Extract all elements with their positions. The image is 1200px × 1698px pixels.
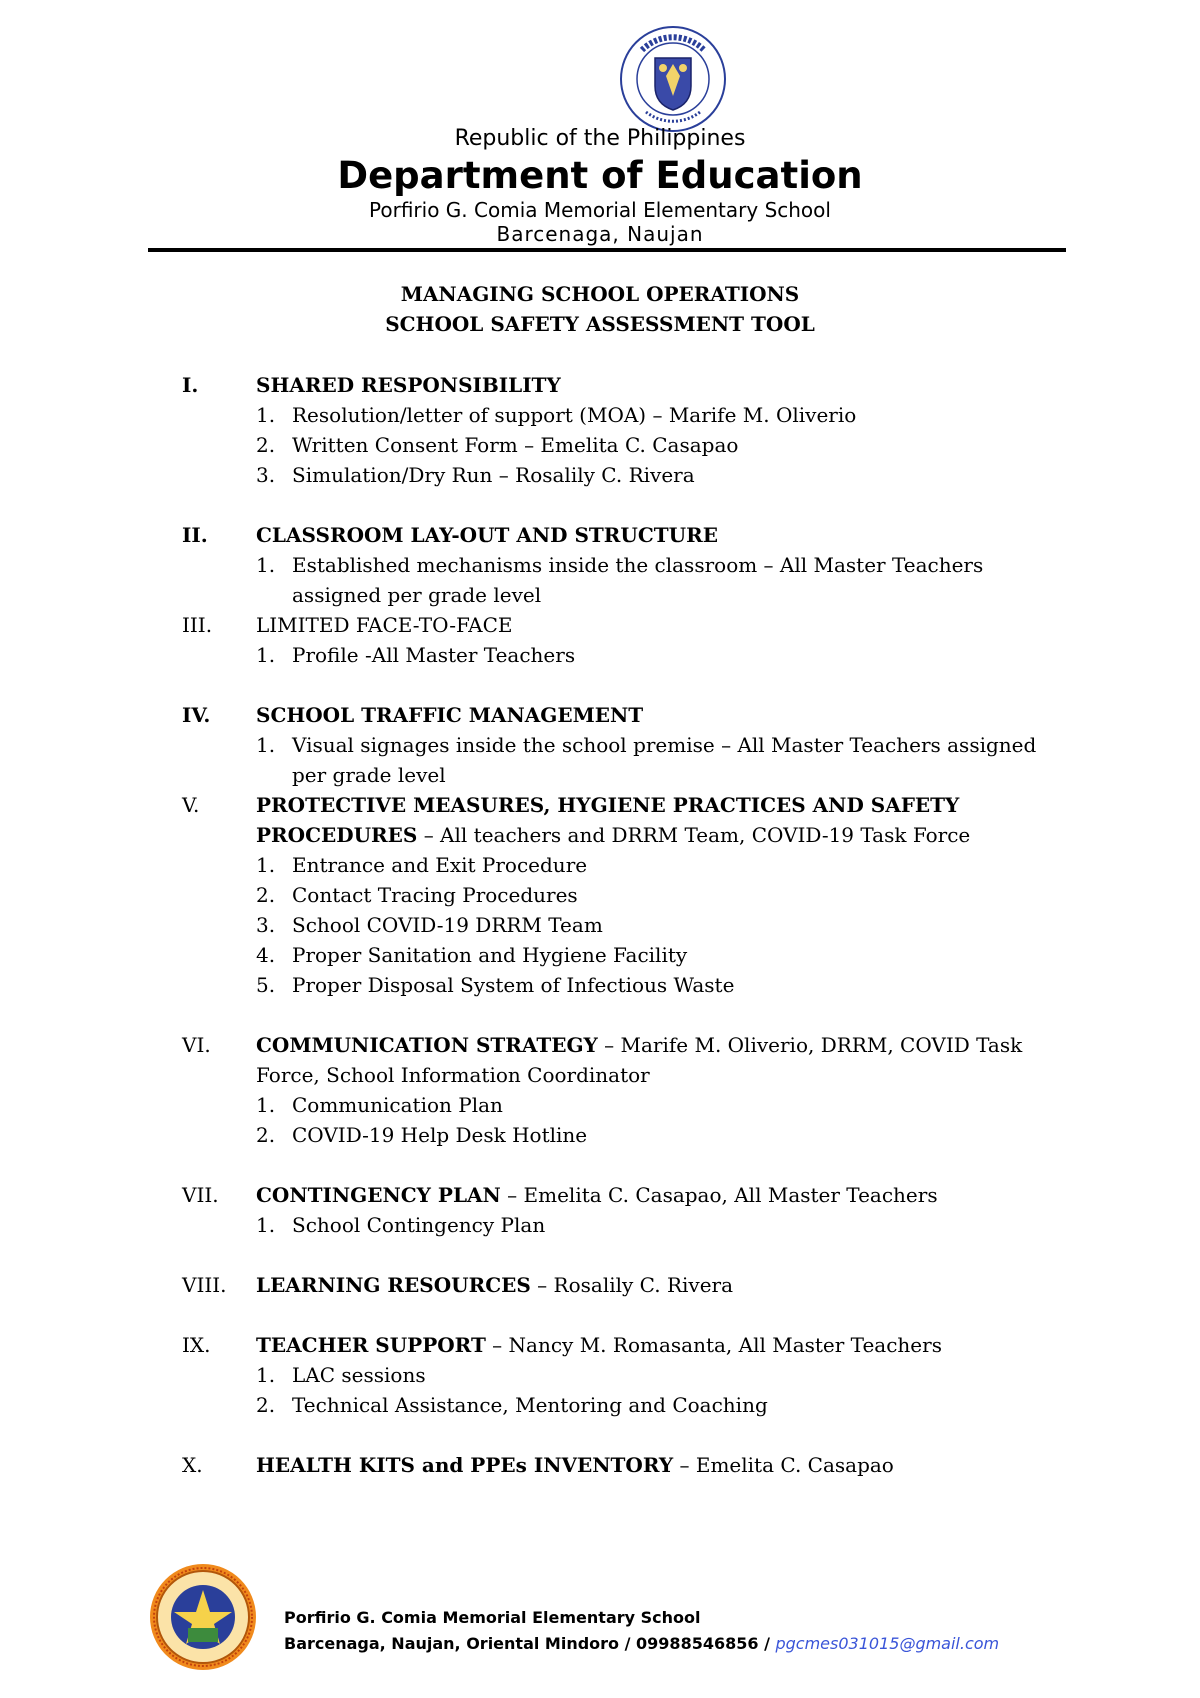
section-number: VII. [182,1183,219,1207]
section-heading [256,1450,894,1480]
footer-address-phone: Barcenaga, Naujan, Oriental Mindoro / 09988546856 / [284,1634,770,1653]
list-number: 3. [256,913,276,937]
footer-school-name: Porfirio G. Comia Memorial Elementary School [284,1608,701,1627]
list-item: Simulation/Dry Run – Rosalily C. Rivera [292,463,695,487]
section-title: TEACHER SUPPORT [256,1333,486,1357]
list-number: 1. [256,553,276,577]
footer-email-link[interactable]: pgcmes031015@gmail.com [775,1634,1000,1653]
section-number: VI. [182,1033,211,1057]
list-number: 1. [256,733,276,757]
list-number: 1. [256,643,276,667]
list-item: Communication Plan [292,1093,503,1117]
list-item: Technical Assistance, Mentoring and Coaching [292,1393,768,1417]
list-number: 2. [256,1393,276,1417]
section-heading [256,1330,942,1360]
list-item: Proper Sanitation and Hygiene Facility [292,943,688,967]
section-heading [256,1180,938,1210]
list-number: 2. [256,1123,276,1147]
section-title: LEARNING RESOURCES [256,1273,531,1297]
section-assignee: – Nancy M. Romasanta, All Master Teachers [485,1333,942,1357]
section-heading [256,1030,1066,1090]
section-title: COMMUNICATION STRATEGY [256,1033,598,1057]
section-number: V. [182,793,200,817]
section-assignee: – Rosalily C. Rivera [530,1273,734,1297]
section-title: CLASSROOM LAY-OUT AND STRUCTURE [256,523,718,547]
list-number: 4. [256,943,276,967]
section-assignee: – Emelita C. Casapao [673,1453,894,1477]
section-number: X. [182,1453,203,1477]
school-name: Porfirio G. Comia Memorial Elementary School [369,198,831,222]
list-item: Proper Disposal System of Infectious Waste [292,973,735,997]
deped-seal-logo [618,24,728,134]
list-item: Written Consent Form – Emelita C. Casapao [292,433,739,457]
section-number: II. [182,523,208,547]
list-item: Resolution/letter of support (MOA) – Marife M. Oliverio [292,403,857,427]
list-number: 2. [256,433,276,457]
section-assignee: – Marife M. Oliverio, DRRM, COVID Task Force, School Information Coordinator [256,1033,1023,1087]
list-item: Contact Tracing Procedures [292,883,578,907]
school-address: Barcenaga, Naujan [496,222,704,246]
list-item: Entrance and Exit Procedure [292,853,588,877]
republic-line: Republic of the Philippines [454,126,746,151]
list-number: 5. [256,973,276,997]
section-number: IV. [182,703,211,727]
list-number: 1. [256,1213,276,1237]
department-title: Department of Education [337,154,863,197]
list-number: 1. [256,403,276,427]
list-number: 1. [256,1093,276,1117]
section-number: I. [182,373,199,397]
section-title: SHARED RESPONSIBILITY [256,373,561,397]
section-number: IX. [182,1333,211,1357]
doc-title-line2: SCHOOL SAFETY ASSESSMENT TOOL [385,312,815,336]
header-divider [148,248,1066,252]
section-title: HEALTH KITS and PPEs INVENTORY [256,1453,674,1477]
list-item: School Contingency Plan [292,1213,546,1237]
list-item: Profile -All Master Teachers [292,643,576,667]
list-number: 1. [256,853,276,877]
section-title: LIMITED FACE-TO-FACE [256,613,513,637]
section-title: PROTECTIVE MEASURES, HYGIENE PRACTICES AND SAFETY PROCEDURES [256,793,960,847]
section-number: III. [182,613,213,637]
list-item: School COVID-19 DRRM Team [292,913,603,937]
section-number: VIII. [182,1273,227,1297]
footer-contact [284,1634,999,1653]
list-item: LAC sessions [292,1363,426,1387]
list-item: Visual signages inside the school premise – All Master Teachers assigned per grade level [292,733,1037,787]
list-item: COVID-19 Help Desk Hotline [292,1123,588,1147]
section-assignee: – All teachers and DRRM Team, COVID-19 Task Force [417,823,971,847]
doc-title-line1: MANAGING SCHOOL OPERATIONS [400,282,800,306]
section-assignee: – Emelita C. Casapao, All Master Teachers [500,1183,938,1207]
school-seal-logo [148,1562,258,1672]
list-number: 3. [256,463,276,487]
section-heading [256,790,1056,850]
list-number: 1. [256,1363,276,1387]
section-title: SCHOOL TRAFFIC MANAGEMENT [256,703,644,727]
list-number: 2. [256,883,276,907]
section-title: CONTINGENCY PLAN [256,1183,501,1207]
list-item: Established mechanisms inside the classroom – All Master Teachers assigned per grade level [292,553,984,607]
section-heading [256,1270,733,1300]
